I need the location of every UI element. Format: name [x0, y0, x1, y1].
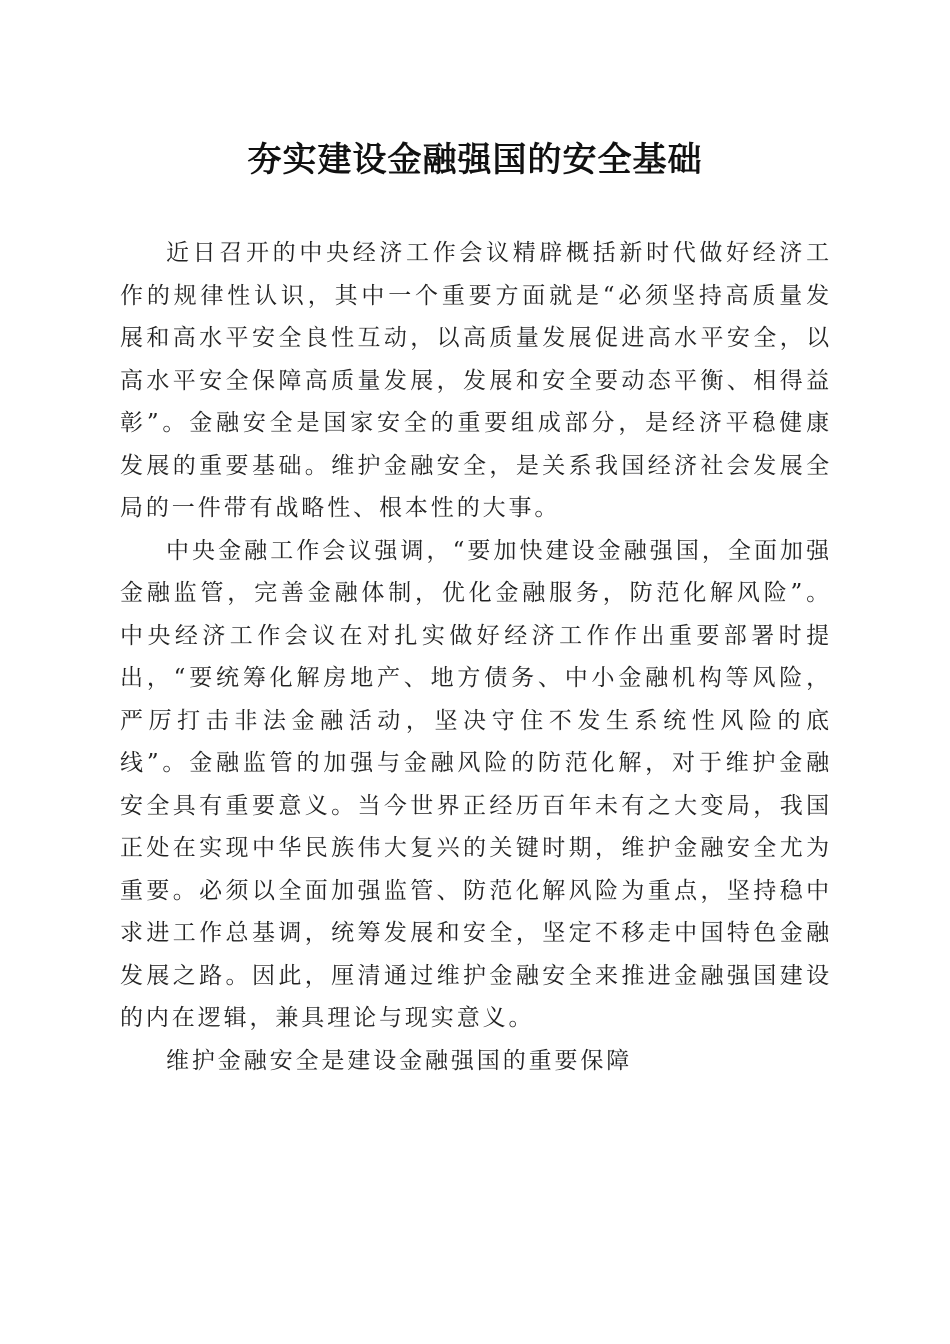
paragraph: 中央金融工作会议强调，“要加快建设金融强国，全面加强金融监管，完善金融体制，优化金融服务，防范化解风险”。中央经济工作会议在对扎实做好经济工作作出重要部署时提出，“要统筹化解房地产、地方债务、中小金融机构等风险，严厉打击非法金融活动，坚决守住不发生系统性风险的底线”。金融监管的加强与金融风险的防范化解，对于维护金融安全具有重要意义。当今世界正经历百年未有之大变局，我国正处在实现中华民族伟大复兴的关键时期，维护金融安全尤为重要。必须以全面加强监管、防范化解风险为重点，坚持稳中求进工作总基调，统筹发展和安全，坚定不移走中国特色金融发展之路。因此，厘清通过维护金融安全来推进金融强国建设的内在逻辑，兼具理论与现实意义。: [120, 537, 832, 1031]
page-title: 夯实建设金融强国的安全基础: [247, 140, 703, 180]
section-heading: 维护金融安全是建设金融强国的重要保障: [166, 1047, 633, 1074]
paragraph: 近日召开的中央经济工作会议精辟概括新时代做好经济工作的规律性认识，其中一个重要方面就是“必须坚持高质量发展和高水平安全良性互动，以高质量发展促进高水平安全，以高水平安全保障高质量发展，发展和安全要动态平衡、相得益彰”。金融安全是国家安全的重要组成部分，是经济平稳健康发展的重要基础。维护金融安全，是关系我国经济社会发展全局的一件带有战略性、根本性的大事。: [120, 240, 832, 521]
article-body: [120, 232, 832, 1082]
